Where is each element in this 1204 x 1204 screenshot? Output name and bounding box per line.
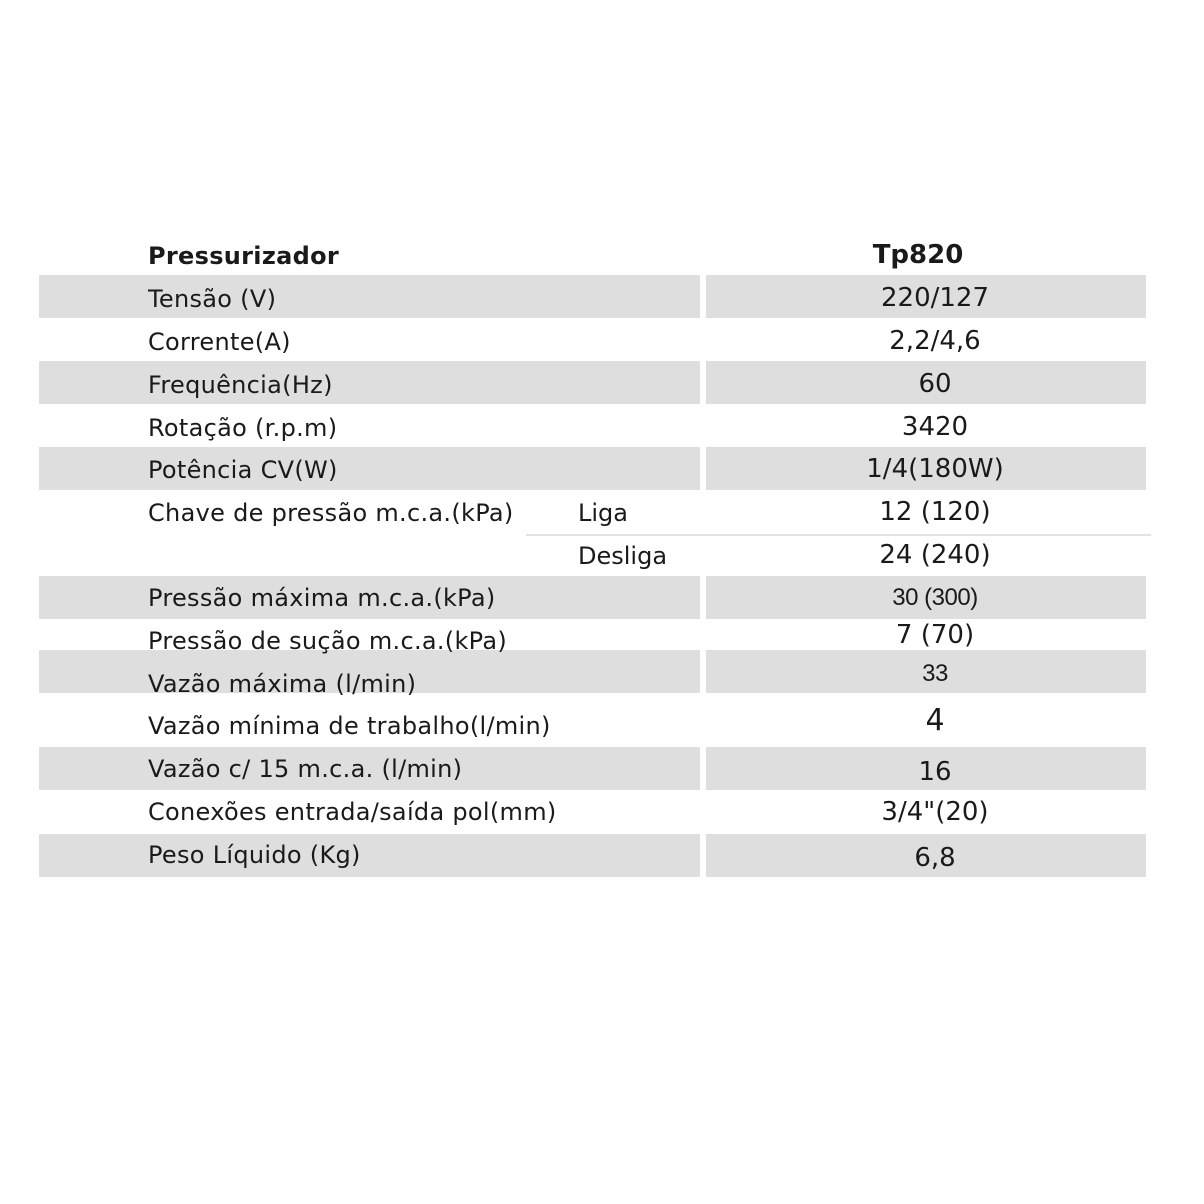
row-label-vazao-maxima: Vazão máxima (l/min) (148, 670, 417, 698)
row-label-pressao-sucao: Pressão de sução m.c.a.(kPa) (148, 627, 508, 655)
row-value-vazao-maxima: 33 (922, 660, 948, 687)
row-label-conexoes: Conexões entrada/saída pol(mm) (148, 798, 557, 826)
row-sublabel-liga: Liga (578, 499, 628, 527)
row-label-peso: Peso Líquido (Kg) (148, 841, 361, 869)
row-band-left (39, 834, 700, 877)
row-label-frequencia: Frequência(Hz) (148, 371, 333, 399)
row-band-left (39, 275, 700, 318)
row-value-rotacao: 3420 (901, 412, 969, 442)
row-band-left (39, 447, 700, 490)
row-value-peso: 6,8 (914, 843, 956, 873)
row-value-desliga: 24 (240) (879, 540, 991, 570)
row-value-vazao-15mca: 16 (918, 757, 952, 787)
row-label-potencia: Potência CV(W) (148, 456, 338, 484)
row-value-pressao-sucao: 7 (70) (895, 620, 975, 650)
row-label-chave-pressao: Chave de pressão m.c.a.(kPa) (148, 499, 514, 527)
row-value-liga: 12 (120) (879, 497, 991, 527)
row-sublabel-desliga: Desliga (578, 542, 668, 570)
row-label-vazao-minima: Vazão mínima de trabalho(l/min) (148, 712, 551, 740)
row-label-pressao-maxima: Pressão máxima m.c.a.(kPa) (148, 584, 496, 612)
row-label-vazao-15mca: Vazão c/ 15 m.c.a. (l/min) (148, 755, 463, 783)
switch-divider (526, 534, 1151, 536)
row-label-rotacao: Rotação (r.p.m) (148, 414, 338, 442)
row-band-left (39, 361, 700, 404)
row-label-corrente: Corrente(A) (148, 328, 291, 356)
row-value-frequencia: 60 (918, 369, 952, 399)
row-value-conexoes: 3/4"(20) (881, 797, 989, 827)
row-value-vazao-minima: 4 (925, 703, 945, 738)
row-value-tensao: 220/127 (880, 283, 989, 313)
row-label-tensao: Tensão (V) (148, 285, 277, 313)
row-value-corrente: 2,2/4,6 (889, 326, 981, 356)
row-value-pressao-maxima: 30 (300) (892, 584, 978, 611)
row-value-potencia: 1/4(180W) (866, 454, 1004, 484)
table-header-model: Tp820 (872, 240, 964, 270)
table-header-label: Pressurizador (148, 242, 339, 270)
